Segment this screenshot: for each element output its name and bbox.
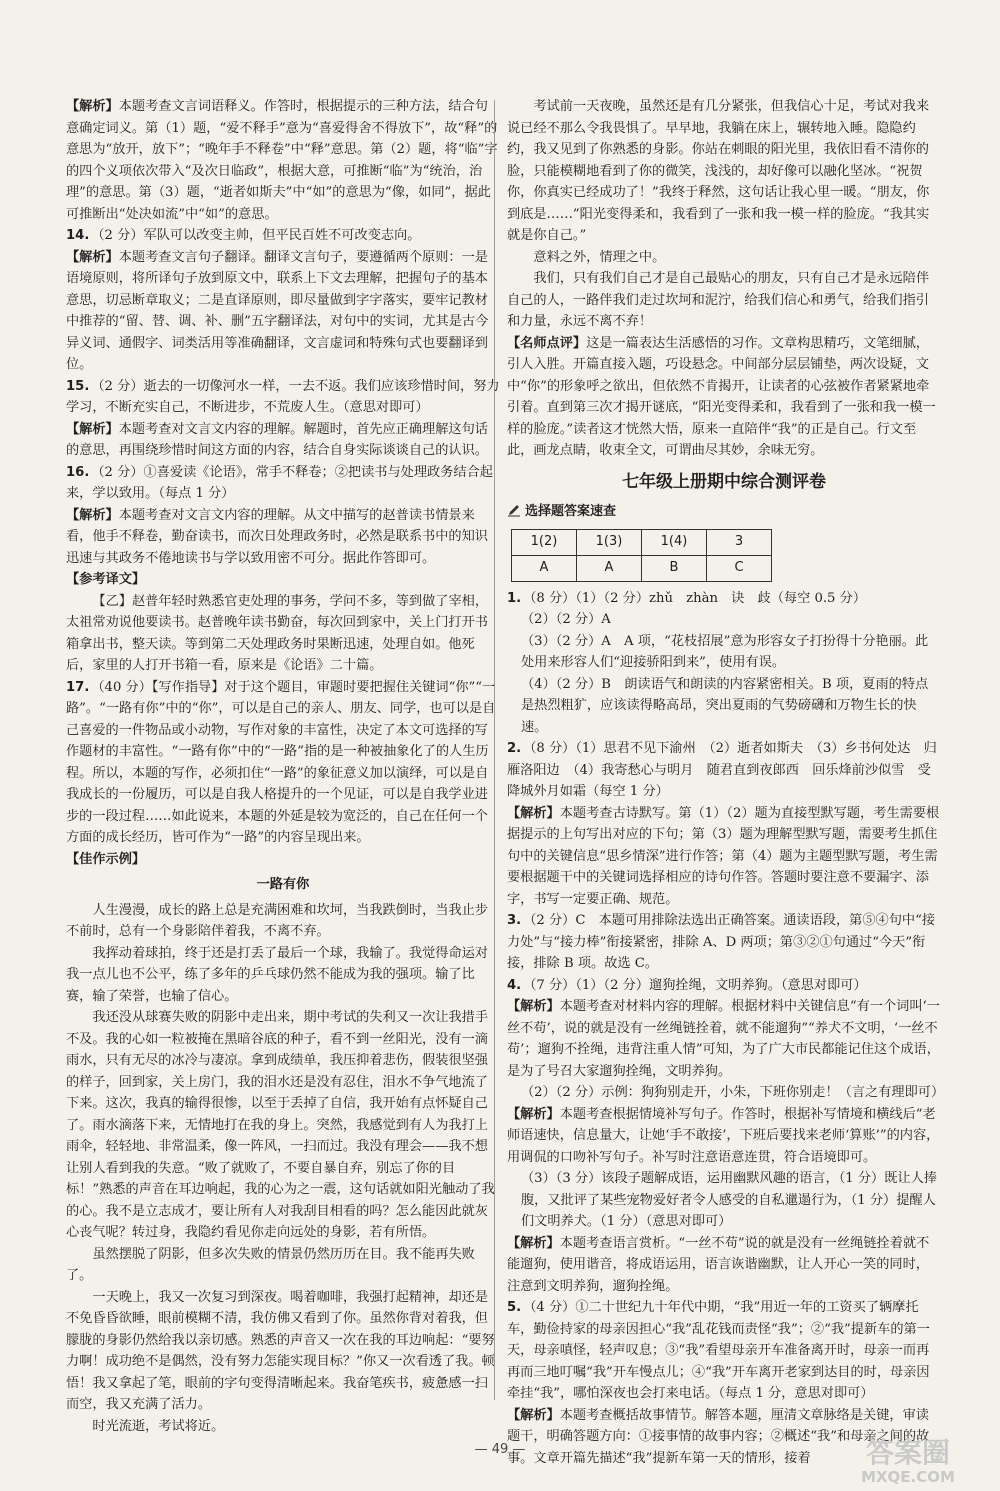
- paragraph-text: （4）（2 分）B 朗读语气和朗读的内容紧密相关。B 项，夏雨的特点是热烈粗犷，应该读得略高昂，突出夏雨的气势磅礴和万物生长的快速。: [521, 676, 929, 735]
- answers-list: [507, 588, 945, 1470]
- left-paragraph: [66, 677, 500, 849]
- section-tag: 【解析】: [66, 507, 119, 523]
- answer-item: [507, 588, 941, 610]
- paragraph-text: 意料之外，情理之中。: [533, 249, 666, 265]
- answer-item: [507, 1082, 945, 1104]
- left-paragraph: [66, 900, 500, 943]
- paragraph-text: 我还没从球赛失败的阴影中走出来，期中考试的失利又一次让我措手不及。我的心如一粒被掩在黑暗谷底的种子，看不到一丝阳光，没有一滴雨水，只有无尽的冰冷与凄凉。拿到成绩单，我压抑着悲伤，假装很坚强的样子，回到家，关上房门，我的泪水还是没有忍住，泪水不争气地流了下来。这次，我真的输得很惨，以至于丢掉了自信，我开始有点怀疑自己了。雨水滴落下来，无情地打在我的身上。突然，我感觉到有人为我打上雨伞，轻轻地、非常温柔，像一阵风，一扫而过。我没有理会——我不想让别人看到我的失意。“败了就败了，不要自暴自弃，别忘了你的目标！”熟悉的声音在耳边响起，我的心为之一震，这句话就如阳光触动了我的心。我不是立志成才，要让所有人对我刮目相看的吗？怎么能因此就灰心丧气呢？转过身，我隐约看见你走向远处的身影，若有所悟。: [66, 1010, 495, 1240]
- section-tag: 【解析】: [66, 249, 119, 265]
- paragraph-text: 这是一篇表达生活感悟的习作。文章构思精巧，文笔细腻，引人入胜。开篇直接入题，巧设悬念。中间部分层层铺垫，两次设疑，文中“你”的形象呼之欲出，但依然不肯揭开，让读者的心弦被作者紧紧地牵引着。直到第三次才揭开谜底，“阳光变得柔和，我看到了一张和我一模一样的脸庞。”读者这才恍然大悟，原来一直陪伴“我”的正是自己。行文至此，画龙点睛，收束全文，可谓曲尽其妙，余味无穷。: [507, 335, 936, 458]
- section-tag: 【解析】: [66, 99, 119, 114]
- answer-item: [507, 631, 941, 674]
- answer-table-header: 1(2): [512, 529, 577, 555]
- question-number: 2.: [507, 741, 522, 756]
- paragraph-text: 一天晚上，我又一次复习到深夜。喝着咖啡，我强打起精神，却还是不免昏昏欲睡，眼前模糊不清，我仿佛又看到了你。虽然你背对着我，但朦胧的身影仍然给我以亲切感。熟悉的声音又一次在我的耳边响起：“要努力啊！成功绝不是偶然，没有努力怎能实现目标？”你又一次看透了我。顿悟！我又拿起了笔，眼前的字句变得清晰起来。我奋笔疾书，疲惫感一扫而空，我又充满了活力。: [66, 1289, 495, 1412]
- right-paragraph: [507, 247, 941, 269]
- answer-item: [507, 1168, 941, 1233]
- paragraph-text: （3）（2 分）A A 项，“花枝招展”意为形容女子打扮得十分艳丽。此处用来形容人们“迎接骄阳到来”，使用有误。: [521, 633, 929, 670]
- right-column: [507, 96, 945, 1469]
- answer-item: [507, 674, 941, 739]
- pen-icon: [507, 503, 521, 517]
- paragraph-text: 本题考查对文言文内容的理解。解题时，首先应正确理解这句话的意思，再围绕珍惜时间这方面的内容，结合自身实际谈谈自己的认识。: [66, 421, 488, 458]
- answer-table-header-row: [512, 529, 772, 555]
- section-tag: 【解析】: [507, 805, 560, 821]
- paragraph-text: （8 分）（1）（2 分）zhǔ zhàn 诀 歧（每空 0.5 分）: [523, 590, 867, 606]
- section-title: 七年级上册期中综合测评卷: [622, 471, 826, 492]
- left-paragraph: [66, 505, 500, 570]
- answer-item: [507, 975, 941, 997]
- paragraph-text: 本题考查语言赏析。“一丝不苟”说的就是没有一丝绳链拴着就不能遛狗，使用谐音，将成语运用，语言诙谐幽默，让人开心一笑的同时，注意到文明养狗，遛狗拴绳。: [507, 1235, 930, 1294]
- section-tag: 【解析】: [507, 1106, 560, 1122]
- paragraph-text: （2）（2 分）示例：狗狗别走开，小朱，下班你别走！（言之有理即可）: [521, 1085, 945, 1100]
- left-paragraph: [66, 569, 500, 591]
- left-paragraph: [66, 376, 500, 419]
- paragraph-text: 人生漫漫，成长的路上总是充满困难和坎坷，当我跌倒时，当我止步不前时，总有一个身影陪伴着我，不离不弃。: [66, 902, 489, 939]
- paragraph-text: （4 分）①二十世纪九十年代中期，“我”用近一年的工资买了辆摩托车，勤俭持家的母亲因担心“我”乱花钱而责怪“我”；②“我”提新车的第一天，母亲嗔怪，轻声叹息；③“我”看望母亲开车准备离开时，母亲一而再再而三地叮嘱“我”开车慢点儿；④“我”开车离开老家到达目的时，母亲因牵挂“我”，哪怕深夜也会打来电话。（每点 1 分，意思对即可）: [507, 1300, 930, 1401]
- answer-table-cell: C: [707, 555, 772, 581]
- left-paragraph: [66, 1007, 500, 1244]
- question-number: 14.: [66, 228, 90, 243]
- quick-answer-heading: [507, 501, 941, 523]
- paragraph-text: （2 分）①喜爱读《论语》，常手不释卷；②把读书与处理政务结合起来，学以致用。（每点 1 分）: [66, 464, 493, 501]
- section-tag: 【参考译文】: [66, 572, 146, 587]
- right-paragraph: [507, 268, 941, 333]
- paragraph-text: （3）（3 分）该段子题解成语，运用幽默风趣的语言，（1 分）既让人捧腹，又批评了某些宠物爱好者令人感受的自私邋遢行为，（1 分）提醒人们文明养犬。（1 分）（意思对即可）: [521, 1171, 937, 1229]
- section-tag: 【解析】: [507, 999, 560, 1014]
- essay-continuation: [507, 96, 941, 462]
- paragraph-text: 本题考查对材料内容的理解。根据材料中关键信息“有一个词叫‘一丝不苟’，说的就是没有一丝绳链拴着，就不能遛狗”“养犬不文明，‘一丝不苟’；遛狗不拴绳，违背注重人情”可知，为了广大市民都能记住这个成语，是为了号召大家遛狗拴绳，文明养狗。: [507, 999, 940, 1079]
- left-paragraph: [66, 247, 500, 376]
- answer-table-header: 3: [707, 529, 772, 555]
- paragraph-text: 【乙】赵普年轻时熟悉官吏处理的事务，学问不多，等到做了宰相，太祖常劝说他要读书。赵普晚年读书勤奋，每次回到家中，关上门打开书箱拿出书，整天读。等到第二天处理政务时果断迅速，处理自如。他死后，家里的人打开书箱一看，原来是《论语》二十篇。: [66, 593, 489, 673]
- paragraph-text: （2）（2 分）A: [521, 612, 611, 627]
- paragraph-text: （2 分）军队可以改变主帅，但平民百姓不可改变志向。: [91, 228, 421, 243]
- question-number: 17.: [66, 679, 90, 695]
- answer-item: [507, 609, 941, 631]
- answer-table-header: 1(3): [577, 529, 642, 555]
- left-paragraph: [66, 419, 500, 462]
- paragraph-text: 本题考查根据情境补写句子。作答时，根据补写情境和横线后“老师语速快，信息量大，让她‘手不敢接’，下班后要找来老师‘算账’”的内容，用调侃的口吻补写句子。补写时注意语意连贯，符合语境即可。: [507, 1106, 940, 1165]
- answer-table: [511, 529, 772, 582]
- paragraph-text: （2 分）C 本题可用排除法选出正确答案。通读语段，第⑤④句中“接力处”与“接力棒”衔接紧密，排除 A、D 两项；第③②①句通过“今天”衔接，排除 B 项。故选 C。: [507, 913, 936, 971]
- left-paragraph: [66, 1244, 500, 1287]
- section-tag: 【名师点评】: [507, 335, 587, 351]
- left-paragraph: [66, 591, 500, 677]
- left-paragraph: [66, 1287, 500, 1416]
- answer-table-cell: A: [512, 555, 577, 581]
- answer-item: [507, 738, 941, 803]
- paragraph-text: （2 分）逝去的一切像河水一样，一去不返。我们应该珍惜时间，努力学习，不断充实自己，不断进步，不荒废人生。（意思对即可）: [66, 378, 500, 415]
- right-paragraph: [507, 96, 941, 247]
- answer-table-answer-row: [512, 555, 772, 581]
- section-tag: 【佳作示例】: [66, 851, 146, 867]
- column-divider: [494, 100, 495, 1400]
- answer-table-cell: B: [642, 555, 707, 581]
- paragraph-text: 时光流逝，考试将近。: [92, 1418, 225, 1434]
- paragraph-text: 我们，只有我们自己才是自己最贴心的朋友，只有自己才是永远陪伴自己的人，一路伴我们走过坎坷和泥泞，给我们信心和勇气，给我们指引和力量，永远不离不弃！: [507, 271, 930, 329]
- paragraph-text: 考试前一天夜晚，虽然还是有几分紧张，但我信心十足，考试对我来说已经不那么令我畏惧了。早早地，我躺在床上，辗转地入睡。隐隐约约，我又见到了你熟悉的身影。你站在刺眼的阳光里，我依旧看不清你的脸，只能模糊地看到了你的微笑，浅浅的，却好像可以融化坚冰。“祝贺你，你真实已经成功了！”我终于释然，这句话让我心里一暖。“朋友，你到底是……”阳光变得柔和，我看到了一张和我一模一样的脸庞。“我其实就是你自己。”: [507, 99, 930, 243]
- paragraph-text: 本题考查对文言文内容的理解。从文中描写的赵普读书情景来看，他手不释卷，勤奋读书，而次日处理政务时，必然是联系书中的知识迅速与其政务不倦地读书与学以致用密不可分。据此作答即可。: [66, 507, 488, 566]
- answer-item: [507, 996, 941, 1082]
- answer-item: [507, 803, 941, 911]
- section-tag: 【解析】: [507, 1407, 560, 1423]
- paragraph-text: 本题考查文言句子翻译。翻译文言句子，要遵循两个原则：一是语境原则，将所译句子放到原文中，联系上下文去理解，把握句子的基本意思，切忌断章取义；二是直译原则，即尽量做到字字落实，要牢记教材中推荐的“留、替、调、补、删”五字翻译法，对句中的实词，尤其是古今异义词、通假字、词类活用等准确翻译，文言虚词和特殊句式也要翻译到位。: [66, 249, 489, 372]
- section-tag: 【解析】: [507, 1235, 560, 1251]
- answer-table-header: 1(4): [642, 529, 707, 555]
- left-paragraph: [66, 943, 500, 1008]
- left-paragraph: [66, 96, 500, 225]
- paragraph-text: 虽然摆脱了阴影，但多次失败的情景仍然历历在目。我不能再失败了。: [66, 1246, 475, 1283]
- question-number: 16.: [66, 464, 90, 480]
- question-number: 4.: [507, 977, 522, 993]
- quick-answer-title: 选择题答案速查: [525, 504, 617, 519]
- watermark-url: MXQE.COM: [861, 1468, 955, 1486]
- section-tag: 【解析】: [66, 421, 119, 437]
- question-number: 3.: [507, 913, 522, 928]
- paragraph-text: 本题考查文言词语释义。作答时，根据提示的三种方法，结合句意确定词义。第（1）题，“爱不释手”意为“喜爱得舍不得放下”，故“释”的意思为“放开，放下”；“晚年手不释卷”中“释”意思。第（2）题，将“临”字的四个义项依次带入“及次日临政”，根据大意，可推断“临”为“统治，治理”的意思。第（3）题，“逝者如斯夫”中“如”的意思为“像，如同”，据此可推断出“处决如流”中“如”的意思。: [66, 99, 498, 222]
- answer-item: [507, 910, 941, 975]
- paragraph-text: （7 分）（1）（2 分）遛狗拴绳，文明养狗。（意思对即可）: [523, 977, 867, 993]
- left-paragraph: [66, 1416, 500, 1438]
- left-column: [66, 96, 500, 1437]
- answer-item: [507, 1104, 941, 1169]
- paragraph-text: （8 分）（1）思君不见下渝州 （2）逝者如斯夫 （3）乡书何处达 归雁洛阳边 （4）我寄愁心与明月 随君直到夜郎西 回乐烽前沙似雪 受降城外月如霜（每空 1 分）: [507, 741, 937, 799]
- answer-item: [507, 1233, 941, 1298]
- question-number: 15.: [66, 378, 90, 394]
- left-paragraph: [66, 462, 500, 505]
- paragraph-text: 本题考查概括故事情节。解答本题，厘清文章脉络是关键，审读题干，明确答题方向：①接事情的故事内容；②概述“我”和母亲之间的故事。文章开篇先描述“我”提新车第一天的情形，接着: [507, 1407, 930, 1466]
- essay-title: 一路有你: [256, 877, 310, 892]
- page-number: — 49 —: [474, 1442, 526, 1457]
- paragraph-text: 我挥动着球拍，终于还是打丢了最后一个球，我输了。我觉得命运对我一点儿也不公平，练了多年的乒乓球仍然不能成为我的强项。输了比赛，输了荣誉，也输了信心。: [66, 945, 489, 1004]
- watermark-logo: [826, 1432, 991, 1486]
- question-number: 1.: [507, 590, 522, 606]
- left-paragraph: [66, 849, 500, 871]
- right-paragraph: [507, 333, 941, 462]
- left-paragraph: [66, 225, 500, 247]
- watermark-text: 答案圈: [865, 1436, 951, 1469]
- paragraph-text: （40 分）【写作指导】对于这个题目，审题时要把握住关键词“你”“一路”。“一路有你”中的“你”，可以是自己的亲人、朋友、同学，也可以是自己喜爱的一件物品或小动物，写作对象的丰富性，决定了本文可选择的写作题材的丰富性。“一路有你”中的“一路”指的是一种被抽象化了的人生历程。所以，本题的写作，必须扣住“一路”的象征意义加以演绎，可以是自我成长的一份履历，可以是自我人格提升的一个见证，可以是自我学业进步的一段过程……如此说来，本题的外延是较为宽泛的，自己在任何一个方面的成长经历，皆可作为“一路”的内容呈现出来。: [66, 679, 496, 845]
- question-number: 5.: [507, 1300, 522, 1315]
- answer-item: [507, 1297, 941, 1405]
- answer-table-cell: A: [577, 555, 642, 581]
- paragraph-text: 本题考查古诗默写。第（1）（2）题为直接型默写题，考生需要根据提示的上句写出对应的下句；第（3）题为理解型默写题，需要考生抓住句中的关键信息“思乡情深”进行作答；第（4）题为主题型默写题，考生需要根据题干中的关键词选择相应的诗句作答。答题时要注意不要漏字、添字，书写一定要正确、规范。: [507, 805, 940, 907]
